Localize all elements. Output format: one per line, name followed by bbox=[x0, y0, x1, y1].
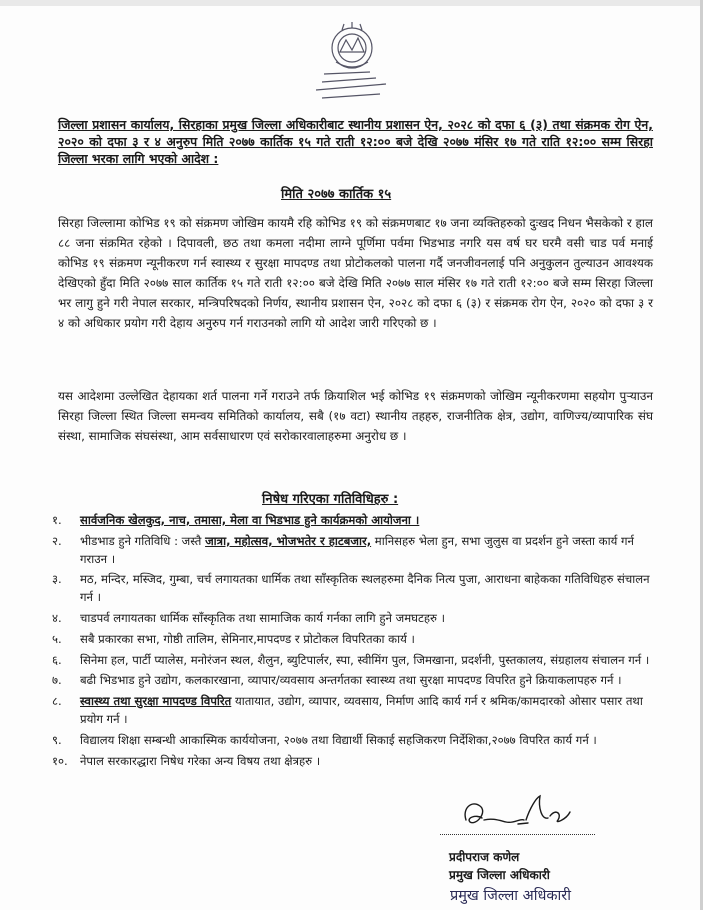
item-text: सिनेमा हल, पार्टी प्यालेस, मनोरंजन स्थल, शैलुन, ब्युटिपार्लर, स्पा, स्वीमिंग पुल, जिमखाना, प्रदर्शनी, पुस्तकालय, संग्रहालय संचालन गर्न । bbox=[80, 652, 650, 667]
order-date: मिति २०७७ कार्तिक १५ bbox=[281, 187, 392, 202]
scan-top-edge bbox=[0, 0, 703, 6]
item-bold-text: स्वास्थ्य तथा सुरक्षा मापदण्ड विपरित bbox=[80, 694, 232, 709]
request-paragraph: यस आदेशमा उल्लेखित देहायका शर्त पालना गर्ने गराउने तर्फ क्रियाशिल भई कोभिड १९ संक्रमणको जोखिम न्यूनीकरणमा सहयोग पुर्‍याउन सिरहा जिल्ला स्थित जिल्ला समन्वय समितिको कार्यालय, सबै (१७ वटा) स्थानीय तहहरु, राजनीतिक क्षेत्र, उद्योग, वाणिज्य/व्यापारिक संघ संस्था, सामाजिक संघसंस्था, आम सर्वसाधारण एवं सरोकारवालाहरुमा अनुरोध छ । bbox=[58, 389, 653, 443]
intro-paragraph: सिरहा जिल्लामा कोभिड १९ को संक्रमण जोखिम कायमै रहि कोभिड १९ को संक्रमणबाट १७ जना व्यक्तिहरुको दुःखद निधन भैसकेको र हाल ८८ जना संक्रमित रहेको । दिपावली, छठ तथा कमला नदीमा लाग्ने पूर्णिमा पर्वमा भिडभाड नगरि यस वर्ष घर घरमै वसी चाड पर्व मनाई कोभिड १९ संक्रमण न्यूनीकरण गर्न स्वास्थ्य र सुरक्षा मापदण्ड तथा प्रोटोकलको पालना गर्दै जनजीवनलाई पनि अनुकुलन तुल्याउन आवश्यक देखिएको हुँदा मिति २०७७ साल कार्तिक १५ गते राती १२:०० बजे देखि मिति २०७७ साल मंसिर १७ गते राती १२:०० बजे सम्म सिरहा जिल्ला भर लागु हुने गरी नेपाल सरकार, मन्त्रिपरिषदको निर्णय, स्थानीय प्रशासन ऐन, २०२८ को दफा ६ (३) र संक्रमक रोग ऐन, २०२० को दफा ३ र ४ को अधिकार प्रयोग गरी देहाय अनुरुप गर्न गराउनको लागि यो आदेश जारी गरिएको छ । bbox=[58, 216, 653, 330]
list-item bbox=[48, 631, 658, 649]
item-text-tail: मानिसहरु भेला हुन, सभा जुलुस वा प्रदर्शन हुने जस्ता कार्य गर्न गराउन । bbox=[80, 533, 634, 566]
item-text: नेपाल सरकारद्धारा निषेध गरेका अन्य विषय तथा क्षेत्रहरु । bbox=[80, 753, 321, 768]
list-item bbox=[48, 652, 658, 670]
item-text: भीडभाड हुने गतिविधि : जस्तै bbox=[80, 533, 206, 548]
signatory-title: प्रमुख जिल्ला अधिकारी bbox=[449, 868, 550, 882]
item-number: १. bbox=[52, 513, 62, 527]
item-text: चाडपर्व लगायतका धार्मिक साँस्कृतिक तथा सामाजिक कार्य गर्नका लागि हुने जमघटहरु । bbox=[80, 610, 446, 625]
item-number: १०. bbox=[52, 753, 68, 768]
item-number: ८. bbox=[52, 694, 62, 709]
list-item bbox=[48, 512, 658, 530]
list-item bbox=[48, 533, 658, 569]
prohibited-activities-list bbox=[48, 512, 658, 773]
item-number: २. bbox=[52, 533, 62, 548]
signature-line bbox=[440, 834, 595, 835]
item-text: विद्यालय शिक्षा सम्बन्धी आकास्मिक कार्ययोजना, २०७७ तथा विद्यार्थी सिकाई सहजिकरण निर्देशिका,२०७७ विपरित कार्य गर्न । bbox=[80, 732, 597, 747]
list-item bbox=[48, 753, 658, 771]
item-number: ९. bbox=[52, 732, 62, 747]
item-text-tail: यातायात, उद्योग, व्यापार, व्यवसाय, निर्माण आदि कार्य गर्न र श्रमिक/कामदारको ओसार पसार तथा प्रयोग गर्न । bbox=[80, 694, 643, 726]
list-item bbox=[48, 672, 658, 690]
list-item bbox=[48, 693, 658, 729]
item-number: ३. bbox=[52, 572, 62, 587]
item-number: ४. bbox=[52, 610, 62, 625]
list-item bbox=[48, 571, 658, 607]
item-text: बढी भिडभाड हुने उद्योग, कलकारखाना, व्यापार/व्यवसाय अन्तर्गतका स्वास्थ्य तथा सुरक्षा मापदण्ड विपरित हुने क्रियाकलापहरु गर्न । bbox=[80, 673, 622, 688]
list-item bbox=[48, 610, 658, 628]
item-text: मठ, मन्दिर, मस्जिद, गुम्बा, चर्च लगायतका धार्मिक तथा साँस्कृतिक स्थलहरुमा दैनिक नित्य पुजा, आराधना बाहेकका गतिविधिहरु संचालन गर्न । bbox=[80, 572, 650, 605]
title-stamp: प्रमुख जिल्ला अधिकारी bbox=[450, 888, 571, 904]
item-number: ५. bbox=[52, 631, 62, 646]
order-heading: जिल्ला प्रशासन कार्यालय, सिरहाका प्रमुख जिल्ला अधिकारीबाट स्थानीय प्रशासन ऐन, २०२८ को दफा ६ (३) तथा संक्रमक रोग ऐन, २०२० को दफा ३ र ४ अनुरुप मिति २०७७ कार्तिक १५ गते राती १२:०० बजे देखि २०७७ मंसिर १७ गते राति १२:०० सम्म सिरहा जिल्ला भरका लागि भएको आदेश : bbox=[58, 117, 653, 167]
signatory-name: प्रदीपराज कणेल bbox=[449, 850, 520, 864]
item-bold-text: जात्रा, महोत्सव, भोजभतेर र हाटबजार, bbox=[205, 533, 372, 548]
prohibited-activities-heading: निषेध गरिएका गतिविधिहरु : bbox=[262, 492, 399, 507]
item-number: ६. bbox=[52, 652, 62, 667]
item-text: सबै प्रकारका सभा, गोष्ठी तालिम, सेमिनार,मापदण्ड र प्रोटोकल विपरितका कार्य । bbox=[80, 631, 415, 646]
list-item bbox=[48, 732, 658, 750]
handwritten-signature bbox=[458, 790, 588, 838]
item-number: ७. bbox=[52, 673, 62, 688]
nepal-government-seal bbox=[300, 22, 410, 114]
item-bold-text: सार्वजनिक खेलकुद, नाच, तमासा, मेला वा भिडभाड हुने कार्यक्रमको आयोजना । bbox=[80, 513, 420, 527]
